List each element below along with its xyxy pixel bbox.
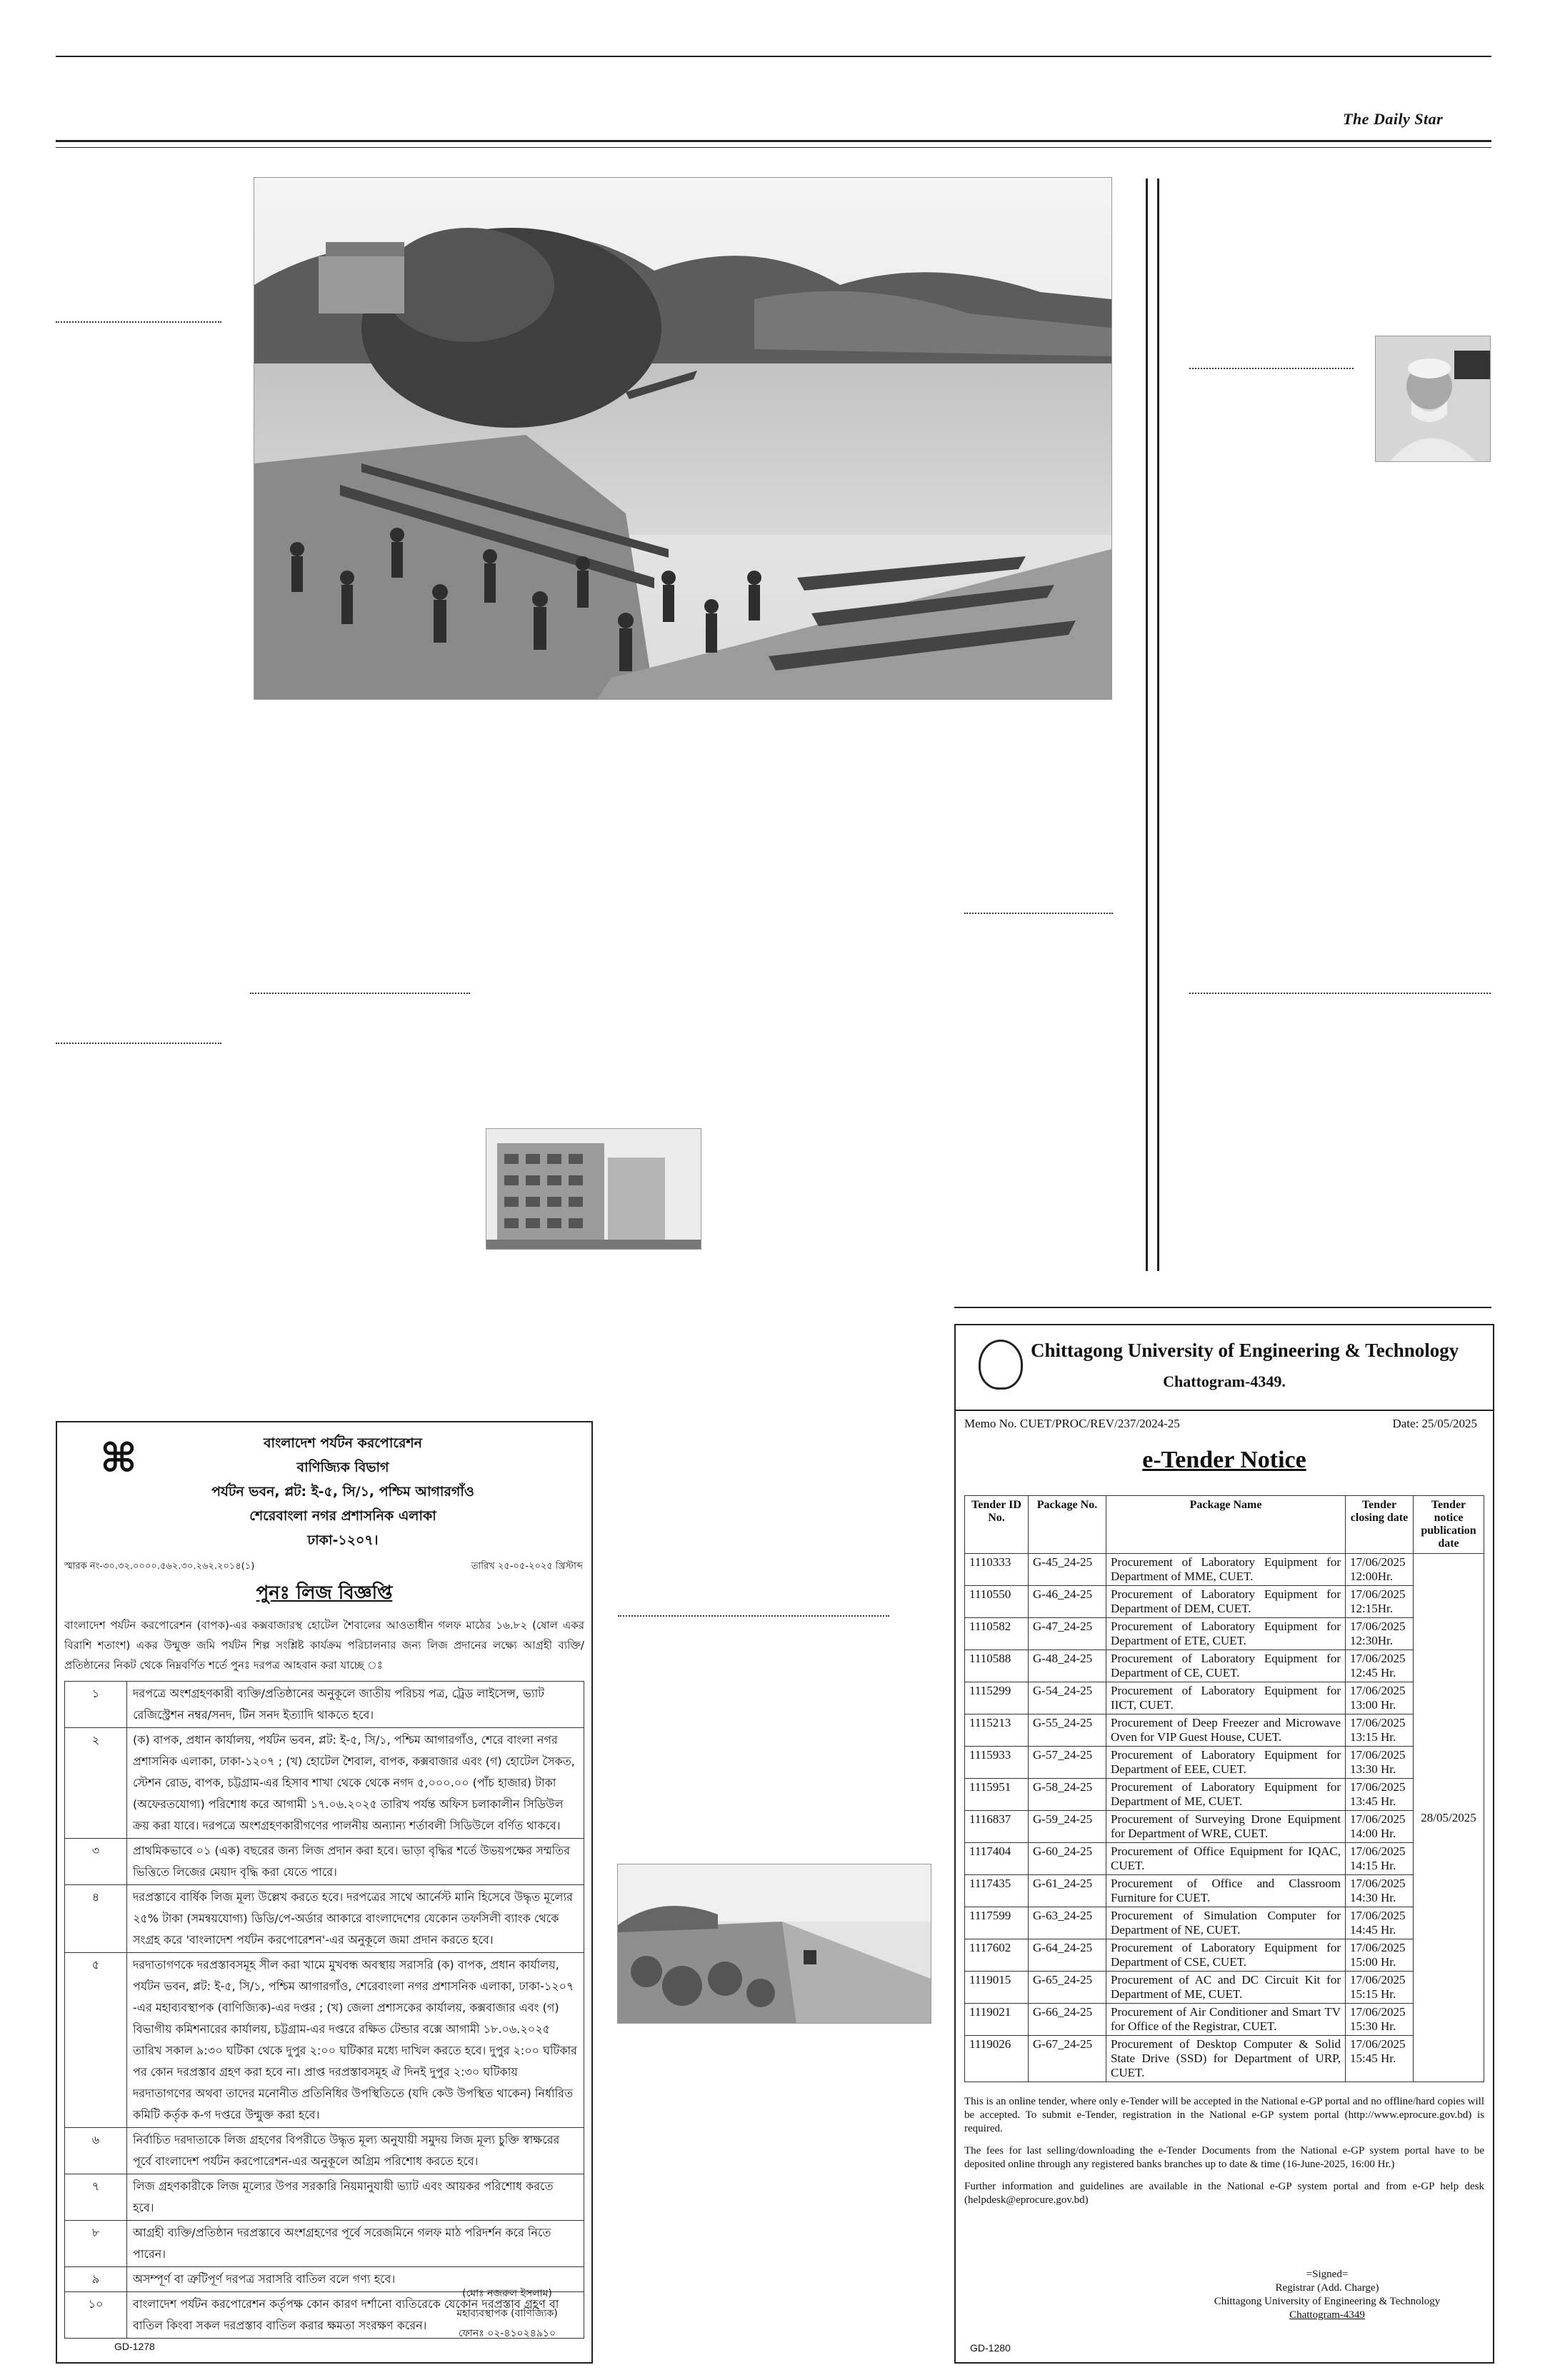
- tender-id: 1110333: [965, 1554, 1029, 1586]
- ad-code: GD-1280: [970, 2342, 1011, 2354]
- closing-date: 17/06/2025 13:45 Hr.: [1346, 1779, 1414, 1811]
- package-name: Procurement of Laboratory Equipment for Department of CE, CUET.: [1106, 1650, 1346, 1682]
- tender-row: [965, 1650, 1484, 1682]
- river-boats-image: [254, 178, 1111, 699]
- closing-date: 17/06/2025 15:30 Hr.: [1346, 2004, 1414, 2036]
- closing-date: 17/06/2025 12:30Hr.: [1346, 1618, 1414, 1650]
- tender-row: [965, 1714, 1484, 1747]
- separator: [1189, 368, 1354, 369]
- condition-row: [65, 2128, 584, 2174]
- package-no: G-54_24-25: [1029, 1682, 1106, 1714]
- tender-row: [965, 1811, 1484, 1843]
- tender-row: [965, 2004, 1484, 2036]
- separator: [56, 321, 221, 323]
- tender-id: 1117602: [965, 1939, 1029, 1972]
- signatory-title: Registrar (Add. Charge): [1275, 2282, 1379, 2294]
- notice-title: e-Tender Notice: [1142, 1447, 1306, 1473]
- closing-date: 17/06/2025 14:00 Hr.: [1346, 1811, 1414, 1843]
- university-city: Chattogram-4349.: [1163, 1372, 1286, 1390]
- condition-number: ৮: [65, 2221, 127, 2267]
- tender-id: 1115951: [965, 1779, 1029, 1811]
- road-photo: [617, 1864, 931, 2024]
- closing-date: 17/06/2025 14:15 Hr.: [1346, 1843, 1414, 1875]
- tender-id: 1115299: [965, 1682, 1029, 1714]
- condition-number: ৬: [65, 2128, 127, 2174]
- ad-top-rule: [954, 1307, 1491, 1308]
- tender-row: [965, 1779, 1484, 1811]
- package-no: G-47_24-25: [1029, 1618, 1106, 1650]
- condition-row: [65, 1953, 584, 2128]
- note-fees: The fees for last selling/downloading the e-Tender Documents from the National e-GP system portal have to be deposited online through any registered banks branches up to date & time (16-June-2025, 16:00 Hr.): [964, 2145, 1484, 2170]
- tender-row: [965, 1939, 1484, 1972]
- header-divider: [956, 1410, 1493, 1411]
- separator: [56, 1043, 221, 1044]
- condition-number: ১: [65, 1682, 127, 1728]
- org-division: বাণিজ্যিক বিভাগ: [296, 1460, 389, 1475]
- tender-id: 1115933: [965, 1747, 1029, 1779]
- tender-row: [965, 1586, 1484, 1618]
- package-no: G-45_24-25: [1029, 1554, 1106, 1586]
- condition-number: ৭: [65, 2174, 127, 2221]
- signatory-org: Chittagong University of Engineering & Technology: [1214, 2296, 1441, 2307]
- notice-title: পুনঃ লিজ বিজ্ঞপ্তি: [256, 1582, 393, 1604]
- package-no: G-46_24-25: [1029, 1586, 1106, 1618]
- publication-date: 28/05/2025: [1414, 1554, 1484, 2082]
- org-area: শেরেবাংলা নগর প্রশাসনিক এলাকা: [249, 1508, 436, 1524]
- package-name: Procurement of Laboratory Equipment for Department of EEE, CUET.: [1106, 1747, 1346, 1779]
- tender-id: 1117404: [965, 1843, 1029, 1875]
- condition-text: (ক) বাপক, প্রধান কার্যালয়, পর্যটন ভবন, প্লট: ই-৫, সি/১, পশ্চিম আগারগাঁও, শেরে বাংলা নগর প্রশাসনিক এলাকা, ঢাকা-১২০৭ ; (খ) হোটেল শৈবাল, বাপক, কক্সবাজার এবং (গ) হোটেল সৈকত, স্টেশন রোড, বাপক, চট্টগ্রাম-এর হিসাব শাখা থেকে থেকে নগদ ৫,০০০.০০ (পাঁচ হাজার) টাকা (অফেরতযোগ্য) পরিশোধ করে আগামী ১৭.০৬.২০২৫ তারিখ পর্যন্ত অফিস চলাকালীন সিডিউল ক্রয় করা যাবে। দরপত্রে অংশগ্রহণকারীগণের পালনীয় অন্যান্য শর্তাবলী সিডিউলে বর্ণিত থাকবে।: [127, 1728, 584, 1839]
- condition-text: প্রাথমিকভাবে ০১ (এক) বছরের জন্য লিজ প্রদান করা হবে। ভাড়া বৃদ্ধির শর্তে উভয়পক্ষের সম্মতির ভিত্তিতে লিজের মেয়াদ বৃদ্ধি করা যেতে পারে।: [127, 1839, 584, 1885]
- tender-table: [964, 1495, 1484, 2082]
- separator: [964, 913, 1113, 914]
- package-name: Procurement of Office Equipment for IQAC, CUET.: [1106, 1843, 1346, 1875]
- signatory-phone: ফোনঃ ০২-৪১০২৪৯১০: [458, 2328, 556, 2339]
- condition-number: ২: [65, 1728, 127, 1839]
- org-address: পর্যটন ভবন, প্লট: ই-৫, সি/১, পশ্চিম আগারগাঁও: [211, 1484, 474, 1500]
- package-no: G-66_24-25: [1029, 2004, 1106, 2036]
- building-image: [486, 1129, 701, 1249]
- tender-id: 1119015: [965, 1972, 1029, 2004]
- signatory-city: Chattogram-4349: [1289, 2309, 1365, 2321]
- package-name: Procurement of Laboratory Equipment for Department of DEM, CUET.: [1106, 1586, 1346, 1618]
- closing-date: 17/06/2025 15:15 Hr.: [1346, 1972, 1414, 2004]
- package-no: G-57_24-25: [1029, 1747, 1106, 1779]
- closing-date: 17/06/2025 13:15 Hr.: [1346, 1714, 1414, 1747]
- condition-number: ৫: [65, 1953, 127, 2128]
- header-rule-1: [56, 140, 1491, 142]
- closing-date: 17/06/2025 13:00 Hr.: [1346, 1682, 1414, 1714]
- tender-row: [965, 1843, 1484, 1875]
- package-name: Procurement of Air Conditioner and Smart TV for Office of the Registrar, CUET.: [1106, 2004, 1346, 2036]
- separator: [1189, 993, 1491, 994]
- condition-text: লিজ গ্রহণকারীকে লিজ মূল্যের উপর সরকারি নিয়মানুযায়ী ভ্যাট এবং আয়কর পরিশোধ করতে হবে।: [127, 2174, 584, 2221]
- closing-date: 17/06/2025 14:45 Hr.: [1346, 1907, 1414, 1939]
- parjatan-logo: ⌘: [100, 1435, 137, 1482]
- package-no: G-61_24-25: [1029, 1875, 1106, 1907]
- package-name: Procurement of Simulation Computer for Department of NE, CUET.: [1106, 1907, 1346, 1939]
- tender-id: 1116837: [965, 1811, 1029, 1843]
- col-header-name: Package Name: [1106, 1496, 1346, 1554]
- signed-mark: =Signed=: [1306, 2269, 1349, 2280]
- condition-text: অসম্পূর্ণ বা ত্রুটিপূর্ণ দরপত্র সরাসরি বাতিল বলে গণ্য হবে।: [127, 2267, 584, 2292]
- signatory-title: মহাব্যবস্থাপক (বাণিজ্যিক): [456, 2308, 558, 2319]
- package-name: Procurement of Office and Classroom Furniture for CUET.: [1106, 1875, 1346, 1907]
- package-name: Procurement of Laboratory Equipment for IICT, CUET.: [1106, 1682, 1346, 1714]
- condition-number: ৩: [65, 1839, 127, 1885]
- package-no: G-59_24-25: [1029, 1811, 1106, 1843]
- closing-date: 17/06/2025 12:45 Hr.: [1346, 1650, 1414, 1682]
- masthead-logo: The Daily Star: [1343, 110, 1444, 128]
- condition-text: দরদাতাগণকে দরপ্রস্তাবসমূহ সীল করা খামে মুখবন্ধ অবস্থায় সরাসরি (ক) বাপক, প্রধান কার্যালয়, পর্যটন ভবন, প্লট: ই-৫, সি/১, পশ্চিম আগারগাঁও, শেরেবাংলা নগর প্রশাসনিক এলাকা, ঢাকা-১২০৭ -এর মহাব্যবস্থাপক (বাণিজ্যিক)-এর দপ্তর ; (খ) জেলা প্রশাসকের কার্যালয়, কক্সবাজার এবং (গ) বিভাগীয় কমিশনারের কার্যালয়, চট্টগ্রাম-এর দপ্তরে রক্ষিত টেন্ডার বক্সে আগামী ১৮.০৬.২০২৫ তারিখ সকাল ৯:৩০ ঘটিকা থেকে দুপুর ২:০০ ঘটিকার মধ্যে দাখিল করতে হবে। দুপুর ২:০০ ঘটিকার পর কোন দরপ্রস্তাব গ্রহণ করা হবে না। প্রাপ্ত দরপ্রস্তাবসমূহ ঐ দিনই দুপুর ২:৩০ ঘটিকায় দরদাতাগণের অথবা তাদের মনোনীত প্রতিনিধির উপস্থিতিতে (যদি কেউ উপস্থিত থাকেন) নির্ধারিত কমিটি কর্তৃক ক-গ দপ্তরে উন্মুক্ত করা হবে।: [127, 1953, 584, 2128]
- separator: [618, 1615, 889, 1617]
- condition-text: বাংলাদেশ পর্যটন করপোরেশন কর্তৃপক্ষ কোন কারণ দর্শানো ব্যতিরেকে যেকোন দরপ্রস্তাব গ্রহণ বা বাতিল কিংবা সকল দরপ্রস্তাব বাতিল করার ক্ষমতা সংরক্ষণ করেন।: [127, 2292, 584, 2339]
- building-photo: [486, 1128, 701, 1250]
- package-no: G-58_24-25: [1029, 1779, 1106, 1811]
- tender-id: 1115213: [965, 1714, 1029, 1747]
- notice-date: Date: 25/05/2025: [1392, 1417, 1477, 1430]
- tender-row: [965, 1875, 1484, 1907]
- notice-date: তারিখ ২৫-০৫-২০২৫ খ্রিস্টাব্দ: [471, 1561, 583, 1572]
- package-name: Procurement of Laboratory Equipment for Department of ETE, CUET.: [1106, 1618, 1346, 1650]
- package-name: Procurement of Deep Freezer and Microwave Oven for VIP Guest House, CUET.: [1106, 1714, 1346, 1747]
- separator: [250, 993, 470, 994]
- condition-row: [65, 2221, 584, 2267]
- package-name: Procurement of Desktop Computer & Solid State Drive (SSD) for Department of URP, CUET.: [1106, 2036, 1346, 2082]
- condition-number: ৪: [65, 1885, 127, 1953]
- package-no: G-63_24-25: [1029, 1907, 1106, 1939]
- river-boats-photo: [254, 177, 1112, 700]
- conditions-table: [64, 1681, 584, 2339]
- condition-row: [65, 2174, 584, 2221]
- signatory-name: (মোঃ নজরুল ইসলাম): [462, 2288, 552, 2299]
- tender-id: 1119026: [965, 2036, 1029, 2082]
- road-image: [618, 1864, 931, 2023]
- lease-notice-ad: [56, 1421, 593, 2364]
- e-tender-notice-ad: [954, 1324, 1494, 2364]
- closing-date: 17/06/2025 12:15Hr.: [1346, 1586, 1414, 1618]
- notice-intro: বাংলাদেশ পর্যটন করপোরেশন (বাপক)-এর কক্সবাজারস্থ হোটেল শৈবালের আওতাধীন গলফ মাঠের ১৬.৮২ (ষোল একর বিরাশি শতাংশ) একর উন্মুক্ত জমি পর্যটন শিল্প সংশ্লিষ্ট কার্যক্রম পরিচালনার জন্য লিজ প্রদানের লক্ষ্যে আগ্রহী ব্যক্তি/প্রতিষ্ঠানের নিকট থেকে নিম্নবর্ণিত শর্তে পুনঃ দরপত্র আহবান করা যাচ্ছে ঃ: [64, 1619, 584, 1672]
- note-helpdesk: Further information and guidelines are available in the National e-GP system portal and from e-GP help desk (helpdesk@eprocure.gov.bd): [964, 2181, 1484, 2206]
- condition-number: ১০: [65, 2292, 127, 2339]
- condition-row: [65, 1885, 584, 1953]
- condition-row: [65, 1728, 584, 1839]
- condition-text: আগ্রহী ব্যক্তি/প্রতিষ্ঠান দরপ্রস্তাবে অংশগ্রহণের পূর্বে সরেজমিনে গলফ মাঠ পরিদর্শন করে নিতে পারেন।: [127, 2221, 584, 2267]
- col-header-package: Package No.: [1029, 1496, 1106, 1554]
- closing-date: 17/06/2025 14:30 Hr.: [1346, 1875, 1414, 1907]
- tender-row: [965, 1618, 1484, 1650]
- tender-row: [965, 1682, 1484, 1714]
- package-no: G-65_24-25: [1029, 1972, 1106, 2004]
- package-name: Procurement of AC and DC Circuit Kit for Department of ME, CUET.: [1106, 1972, 1346, 2004]
- condition-text: দরপ্রস্তাবে বার্ষিক লিজ মূল্য উল্লেখ করতে হবে। দরপত্রের সাথে আর্নেস্ট মানি হিসেবে উদ্ধৃত মূল্যের ২৫% টাকা (সমন্বয়যোগ্য) ডিডি/পে-অর্ডার আকারে বাংলাদেশের যেকোন তফসিলী ব্যাংক থেকে সংগ্রহ করে 'বাংলাদেশ পর্যটন করপোরেশন'-এর অনুকূলে জমা প্রদান করতে হবে।: [127, 1885, 584, 1953]
- tender-row: [965, 1554, 1484, 1586]
- tender-id: 1110582: [965, 1618, 1029, 1650]
- tender-row: [965, 1972, 1484, 2004]
- tender-row: [965, 1907, 1484, 1939]
- tender-id: 1110588: [965, 1650, 1029, 1682]
- condition-text: নির্বাচিত দরদাতাকে লিজ গ্রহণের বিপরীতে উদ্ধৃত মূল্য অনুযায়ী সমুদয় লিজ মূল্য চুক্তি স্বাক্ষরের পূর্বে বাংলাদেশ পর্যটন করপোরেশন-এর অনুকূলে অগ্রিম পরিশোধ করতে হবে।: [127, 2128, 584, 2174]
- tender-id: 1119021: [965, 2004, 1029, 2036]
- tender-row: [965, 1747, 1484, 1779]
- condition-row: [65, 1682, 584, 1728]
- closing-date: 17/06/2025 15:45 Hr.: [1346, 2036, 1414, 2082]
- package-name: Procurement of Laboratory Equipment for Department of MME, CUET.: [1106, 1554, 1346, 1586]
- tender-id: 1117435: [965, 1875, 1029, 1907]
- top-rule: [56, 56, 1491, 57]
- package-no: G-55_24-25: [1029, 1714, 1106, 1747]
- package-no: G-60_24-25: [1029, 1843, 1106, 1875]
- col-header-closing: Tender closing date: [1346, 1496, 1414, 1554]
- col-header-publication: Tender notice publication date: [1414, 1496, 1484, 1554]
- condition-text: দরপত্রে অংশগ্রহণকারী ব্যক্তি/প্রতিষ্ঠানের অনুকূলে জাতীয় পরিচয় পত্র, ট্রেড লাইসেন্স, ভ্যাট রেজিস্ট্রেশন নম্বর/সনদ, টিন সনদ ইত্যাদি থাকতে হবে।: [127, 1682, 584, 1728]
- column-divider-left: [1146, 179, 1148, 1271]
- condition-row: [65, 1839, 584, 1885]
- note-online: This is an online tender, where only e-Tender will be accepted in the National e-GP portal and no offline/hard copies will be accepted. To submit e-Tender, registration in the National e-GP system portal (http://www.eprocure.gov.bd) is required.: [964, 2096, 1484, 2134]
- package-no: G-64_24-25: [1029, 1939, 1106, 1972]
- package-name: Procurement of Laboratory Equipment for Department of ME, CUET.: [1106, 1779, 1346, 1811]
- column-divider-right: [1157, 179, 1159, 1271]
- package-name: Procurement of Laboratory Equipment for Department of CSE, CUET.: [1106, 1939, 1346, 1972]
- tender-id: 1117599: [965, 1907, 1029, 1939]
- university-name: Chittagong University of Engineering & Technology: [1031, 1340, 1459, 1361]
- tender-row: [965, 2036, 1484, 2082]
- closing-date: 17/06/2025 15:00 Hr.: [1346, 1939, 1414, 1972]
- closing-date: 17/06/2025 13:30 Hr.: [1346, 1747, 1414, 1779]
- org-name: বাংলাদেশ পর্যটন করপোরেশন: [263, 1435, 422, 1451]
- portrait-photo: [1375, 336, 1491, 462]
- condition-number: ৯: [65, 2267, 127, 2292]
- closing-date: 17/06/2025 12:00Hr.: [1346, 1554, 1414, 1586]
- tender-id: 1110550: [965, 1586, 1029, 1618]
- memo-number: Memo No. CUET/PROC/REV/237/2024-25: [964, 1417, 1180, 1430]
- ad-code: GD-1278: [114, 2341, 155, 2352]
- portrait-image: [1376, 336, 1490, 461]
- memo-number: স্মারক নং-৩০.৩২.০০০০.৫৬২.৩০.২৬২.২০১৪(১): [64, 1561, 255, 1572]
- org-city: ঢাকা-১২০৭।: [307, 1532, 379, 1548]
- package-no: G-67_24-25: [1029, 2036, 1106, 2082]
- header-rule-2: [56, 147, 1491, 148]
- package-name: Procurement of Surveying Drone Equipment for Department of WRE, CUET.: [1106, 1811, 1346, 1843]
- package-no: G-48_24-25: [1029, 1650, 1106, 1682]
- col-header-id: Tender ID No.: [965, 1496, 1029, 1554]
